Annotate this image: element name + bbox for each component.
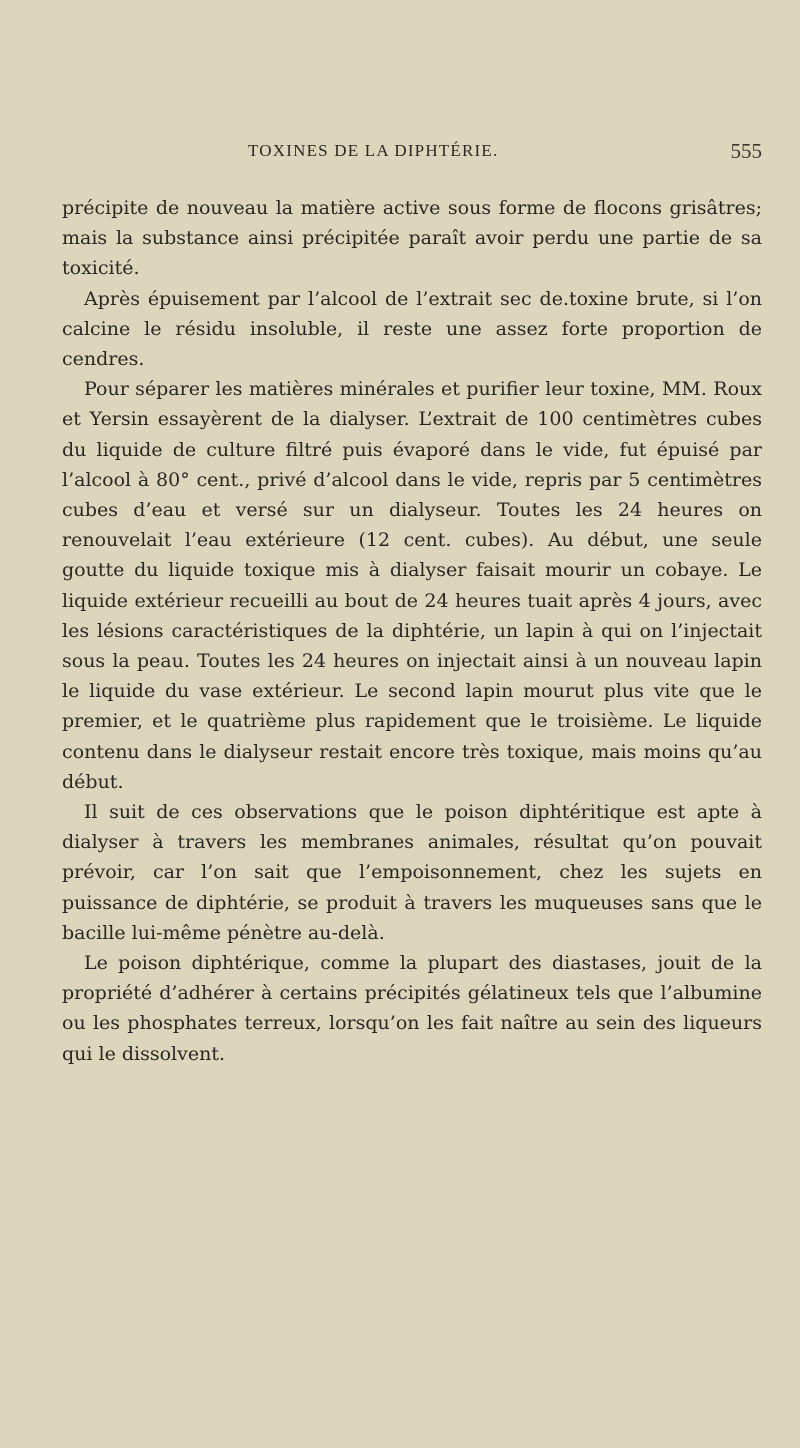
paragraph: Pour séparer les matières minérales et purifier leur toxine, MM. Roux et Yersin essayèrent de la dialyser. L’extrait de 100 centimètres cubes du liquide de culture filtré puis évaporé dans le vide, fut épuisé par l’alcool à 80° cent., privé d’alcool dans le vide, repris par 5 centimètres cubes d’eau et versé sur un dialyseur. Toutes les 24 heures on renouvelait l’eau extérieure (12 cent. cubes). Au début, une seule goutte du liquide toxique mis à dialyser faisait mourir un cobaye. Le liquide extérieur recueilli au bout de 24 heures tuait après 4 jours, avec les lésions caractéristiques de la diphtérie, un lapin à qui on l’injectait sous la peau. Toutes les 24 heures on injectait ainsi à un nouveau lapin le liquide du vase extérieur. Le second lapin mourut plus vite que le premier, et le quatrième plus rapidement que le troisième. Le liquide contenu dans le dialyseur restait encore très toxique, mais moins qu’au début. <box>62 378 762 793</box>
paragraph-continuation: précipite de nouveau la matière active sous forme de flocons grisâtres; mais la substance ainsi précipitée paraît avoir perdu une partie de sa toxicité. <box>62 197 762 280</box>
running-title: TOXINES DE LA DIPHTÉRIE. <box>248 141 499 160</box>
body-text <box>62 193 762 1069</box>
page-number: 555 <box>730 139 762 163</box>
paragraph: Il suit de ces observations que le poison diphtéritique est apte à dialyser à travers les membranes animales, résultat qu’on pouvait prévoir, car l’on sait que l’empoisonnement, chez les sujets en puissance de diphtérie, se produit à travers les muqueuses sans que le bacille lui-même pénètre au-delà. <box>62 801 762 944</box>
paragraph: Le poison diphtérique, comme la plupart des diastases, jouit de la propriété d’adhérer à certains précipités gélatineux tels que l’albumine ou les phosphates terreux, lorsqu’on les fait naître au sein des liqueurs qui le dissolvent. <box>62 952 762 1065</box>
page-header <box>62 139 762 169</box>
paragraph: Après épuisement par l’alcool de l’extrait sec de.toxine brute, si l’on calcine le résidu insoluble, il reste une assez forte proportion de cendres. <box>62 287 762 371</box>
